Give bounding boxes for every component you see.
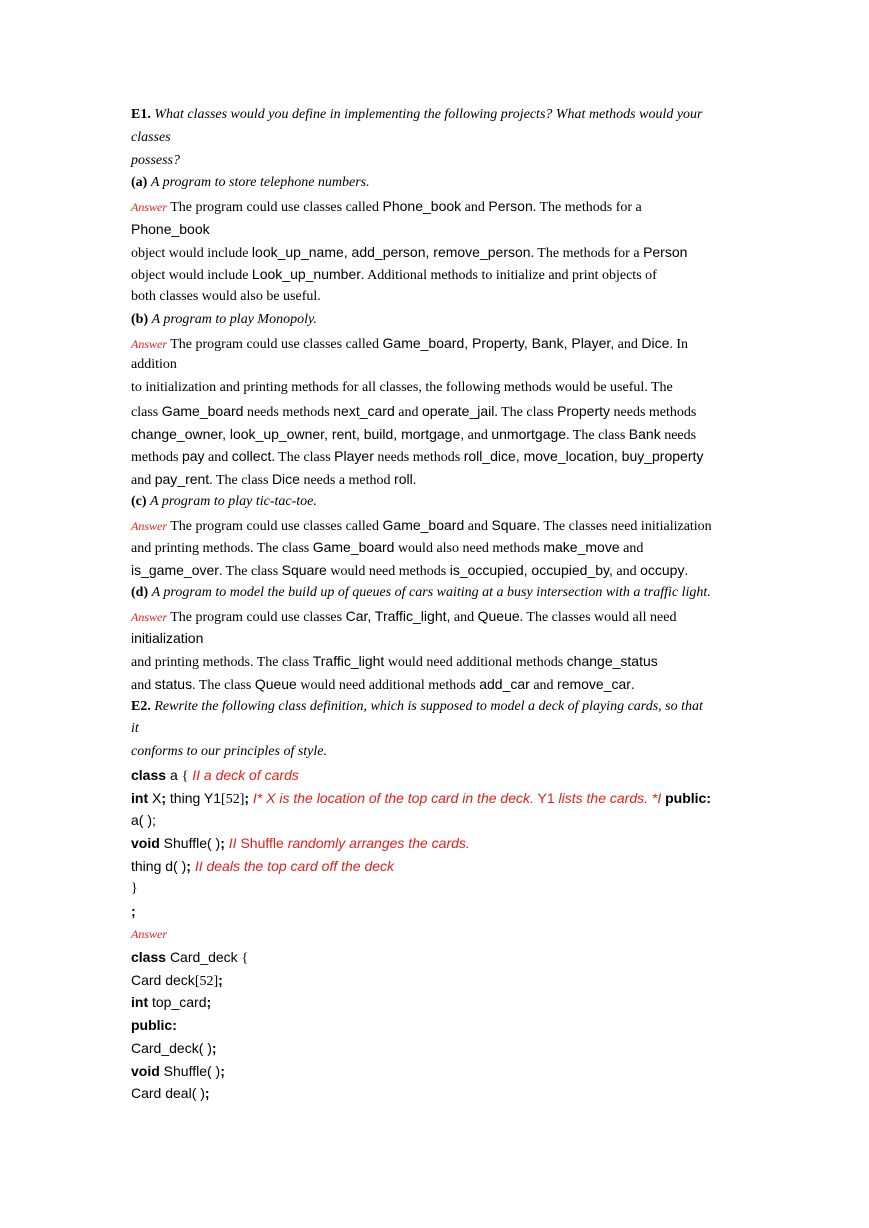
code-comment: II a deck of cards [192, 766, 299, 783]
class-name: Queue [477, 607, 520, 624]
code-original-line-2 [131, 787, 741, 810]
code-comment: I* X is the location of the top card in the deck. [252, 789, 534, 806]
text: and [533, 677, 554, 693]
text: . The class [271, 450, 331, 466]
keyword: void [131, 1062, 160, 1079]
text: would also need methods [397, 541, 540, 557]
e2-question-line-2: it [131, 721, 139, 737]
method-name: next_card [333, 402, 395, 419]
text: needs [664, 427, 697, 443]
text: initialization [131, 630, 204, 647]
class-name: Phone_book [131, 220, 210, 237]
class-names: Car, Traffic_light, [345, 607, 451, 624]
text: and printing methods. The class [131, 541, 310, 557]
method-name: pay_rent [154, 471, 210, 487]
e1-question-line-1 [131, 104, 741, 127]
class-name: Player [334, 448, 374, 465]
e1-number: E1. [131, 107, 151, 122]
part-b-answer-line-7 [131, 468, 741, 491]
class-names: Game_board, Property, Bank, Player, [382, 334, 615, 351]
method-name: is_game_over [131, 562, 219, 578]
identifier: a [169, 766, 178, 783]
class-name: Square [281, 562, 327, 578]
code-original-line-7 [131, 900, 741, 923]
brace: { [241, 950, 249, 966]
part-b-answer-line-3: to initialization and printing methods for all classes, the following methods would be useful. The [131, 380, 673, 395]
class-name: Property [557, 402, 611, 419]
keyword: public: [131, 1017, 177, 1033]
e2-question-line-1 [131, 696, 741, 719]
method-name: collect [231, 448, 272, 465]
method-name: make_move [543, 539, 620, 556]
class-name: Square [491, 516, 537, 533]
class-name: Game_board [161, 402, 244, 419]
code-original-line-3: a( ); [131, 812, 156, 829]
method-name: pay [181, 448, 205, 465]
code-answer-line-5 [131, 1037, 741, 1060]
class-name: Bank [628, 425, 661, 442]
semicolon: ; [131, 903, 136, 920]
text: and [398, 404, 419, 420]
keyword: void [131, 835, 160, 851]
e1-question-line-3: possess? [131, 152, 181, 168]
identifier: Card deck [131, 971, 195, 988]
array-size: [52] [221, 791, 245, 807]
part-b-label: (b) [131, 311, 149, 327]
answer-label: Answer [131, 927, 167, 941]
brace: { [181, 768, 189, 784]
identifier: top_card [152, 994, 207, 1011]
part-a-question-text: A program to store telephone numbers. [150, 175, 370, 191]
part-c-question-text: A program to play tic-tac-toe. [150, 493, 317, 509]
semicolon: ; [211, 1039, 217, 1056]
code-answer-line-3 [131, 991, 741, 1014]
part-a-answer-line-5: both classes would also be useful. [131, 289, 321, 304]
text: and [131, 473, 152, 488]
text: . [684, 564, 688, 579]
code-answer-line-6 [131, 1060, 741, 1083]
part-b-answer-line-5 [131, 423, 741, 446]
method-name: status [154, 675, 193, 692]
e1-question-line-2: classes [131, 129, 171, 145]
part-a-answer-line-1 [131, 195, 741, 218]
part-d-answer-line-3 [131, 650, 741, 673]
text: and [464, 200, 485, 215]
code-comment: Y1 [537, 789, 555, 806]
text: needs methods [377, 450, 461, 466]
part-a-answer-line-2 [131, 218, 741, 241]
answer-label: Answer [131, 518, 167, 533]
part-d-answer-line-2 [131, 627, 741, 650]
semicolon: ; [220, 835, 225, 851]
part-a-question [131, 172, 741, 195]
identifier: Card_deck [169, 948, 238, 965]
text: . The class [209, 473, 269, 488]
class-name: Game_board [312, 539, 395, 556]
method-names: change_owner, look_up_owner, rent, build, mortgage, [131, 425, 465, 442]
text: . The class [192, 677, 252, 693]
text: The program could use classes called [170, 518, 380, 534]
semicolon: ; [206, 994, 212, 1011]
part-d-question [131, 582, 741, 605]
text: . [412, 473, 417, 488]
method-name: remove_car [557, 675, 631, 692]
code-comment: II deals the top card off the deck [194, 857, 395, 874]
code-original-line-4 [131, 832, 741, 855]
text: would need additional methods [300, 677, 476, 693]
text: . The methods for a [532, 200, 642, 215]
identifier: thing d( ) [131, 857, 187, 874]
part-d-answer-line-1 [131, 605, 741, 628]
answer-label: Answer [131, 609, 167, 624]
semicolon: ; [204, 1085, 210, 1102]
part-c-answer-line-2 [131, 536, 741, 559]
text: . Additional methods to initialize and print objects of [360, 268, 657, 284]
text: and [617, 336, 638, 352]
method-name: roll [394, 471, 413, 487]
part-b-answer-line-4 [131, 400, 741, 423]
e2-question-text: Rewrite the following class definition, which is supposed to model a deck of playing cards, so that [154, 698, 703, 714]
code-answer-line-2 [131, 969, 741, 992]
code-comment: Shuffle [240, 835, 284, 851]
text: and [208, 450, 229, 466]
semicolon: ; [220, 1062, 225, 1079]
text: . The class [494, 404, 554, 420]
text: needs methods [246, 404, 330, 420]
identifier: X [152, 789, 162, 806]
text: and [453, 609, 475, 625]
keyword: int [131, 789, 149, 806]
text: . The class [218, 564, 279, 579]
text: . The classes would all need [519, 609, 677, 625]
text: needs methods [613, 404, 697, 420]
part-b-question [131, 309, 741, 332]
method-name: change_status [566, 653, 658, 669]
part-d-answer-line-4 [131, 673, 741, 696]
text: . The methods for a [530, 245, 640, 261]
keyword: public: [665, 789, 712, 806]
text: . The classes need initialization [536, 518, 712, 534]
identifier: Card deal( ) [131, 1085, 205, 1102]
text: . In [669, 336, 689, 352]
document-page [131, 104, 741, 1105]
code-answer-line-1 [131, 946, 741, 969]
text: would need methods [330, 564, 447, 579]
part-b-answer-line-6 [131, 445, 741, 468]
part-a-label: (a) [131, 175, 148, 191]
part-c-question [131, 491, 741, 514]
class-name: Dice [271, 471, 300, 487]
keyword: int [131, 994, 149, 1011]
method-names: roll_dice, move_location, buy_property [463, 448, 704, 465]
method-name: occupy [640, 562, 685, 578]
class-name: Person [488, 198, 533, 214]
identifier: Shuffle( ) [163, 835, 221, 851]
text: and [467, 427, 488, 443]
part-c-answer-line-3 [131, 559, 741, 582]
keyword: class [131, 766, 167, 783]
class-name: Game_board [382, 516, 465, 533]
code-comment: lists the cards. *I [558, 789, 662, 806]
code-original-line-1 [131, 764, 741, 787]
class-name: Dice [641, 334, 670, 351]
method-name: unmortgage [491, 425, 567, 442]
e1-question-text: What classes would you define in implementing the following projects? What methods would your [154, 107, 703, 122]
text: and [131, 677, 152, 693]
class-name: Phone_book [382, 198, 462, 214]
method-name: add_car [479, 675, 530, 692]
class-name: Person [643, 243, 688, 260]
e2-question-line-3: conforms to our principles of style. [131, 744, 327, 759]
class-name: Traffic_light [312, 653, 385, 669]
e2-number: E2. [131, 698, 151, 714]
text: The program could use classes called [170, 336, 380, 352]
array-size: [52] [194, 973, 219, 989]
identifier: thing Y1 [169, 789, 222, 806]
part-d-label: (d) [131, 584, 149, 600]
part-c-label: (c) [131, 493, 147, 509]
method-name: operate_jail [421, 402, 495, 419]
text: needs a method [303, 473, 391, 488]
code-answer-line-7 [131, 1082, 741, 1105]
part-b-answer-line-1 [131, 332, 741, 355]
text: methods [131, 450, 179, 466]
part-b-answer-line-2: addition [131, 357, 177, 373]
method-name: Look_up_number [251, 266, 361, 283]
part-d-question-text: A program to model the build up of queues of cars waiting at a busy intersection with a traffic light. [151, 584, 711, 600]
code-comment: randomly arranges the cards. [287, 835, 470, 851]
class-name: Queue [254, 675, 297, 692]
semicolon: ; [186, 857, 191, 874]
part-b-question-text: A program to play Monopoly. [151, 311, 317, 327]
e2-answer-label-line [131, 923, 741, 946]
identifier: Shuffle( ) [163, 1062, 221, 1079]
text: would need additional methods [387, 655, 564, 670]
text: class [131, 404, 159, 420]
text: and [467, 518, 488, 534]
text: The program could use classes called [170, 200, 380, 215]
code-original-line-6: } [131, 880, 138, 896]
part-a-answer-line-4 [131, 263, 741, 286]
part-a-answer-line-3 [131, 241, 741, 264]
semicolon: ; [218, 971, 223, 988]
code-original-line-5 [131, 855, 741, 878]
identifier: Card_deck( ) [131, 1039, 212, 1056]
part-c-answer-line-1 [131, 514, 741, 537]
semicolon: ; [244, 789, 250, 806]
code-answer-line-4 [131, 1014, 741, 1037]
method-names: look_up_name, add_person, remove_person [251, 243, 531, 260]
answer-label: Answer [131, 336, 167, 351]
text: . [630, 677, 635, 693]
text: and [623, 541, 644, 557]
text: and [616, 564, 637, 579]
method-names: is_occupied, occupied_by, [449, 562, 613, 578]
text: object would include [131, 268, 249, 284]
text: and printing methods. The class [131, 655, 310, 670]
text: . The class [566, 427, 626, 443]
answer-label: Answer [131, 200, 167, 214]
text: object would include [131, 245, 249, 261]
semicolon: ; [161, 789, 167, 806]
code-comment: II [228, 835, 237, 851]
text: The program could use classes [170, 609, 343, 625]
keyword: class [131, 948, 167, 965]
